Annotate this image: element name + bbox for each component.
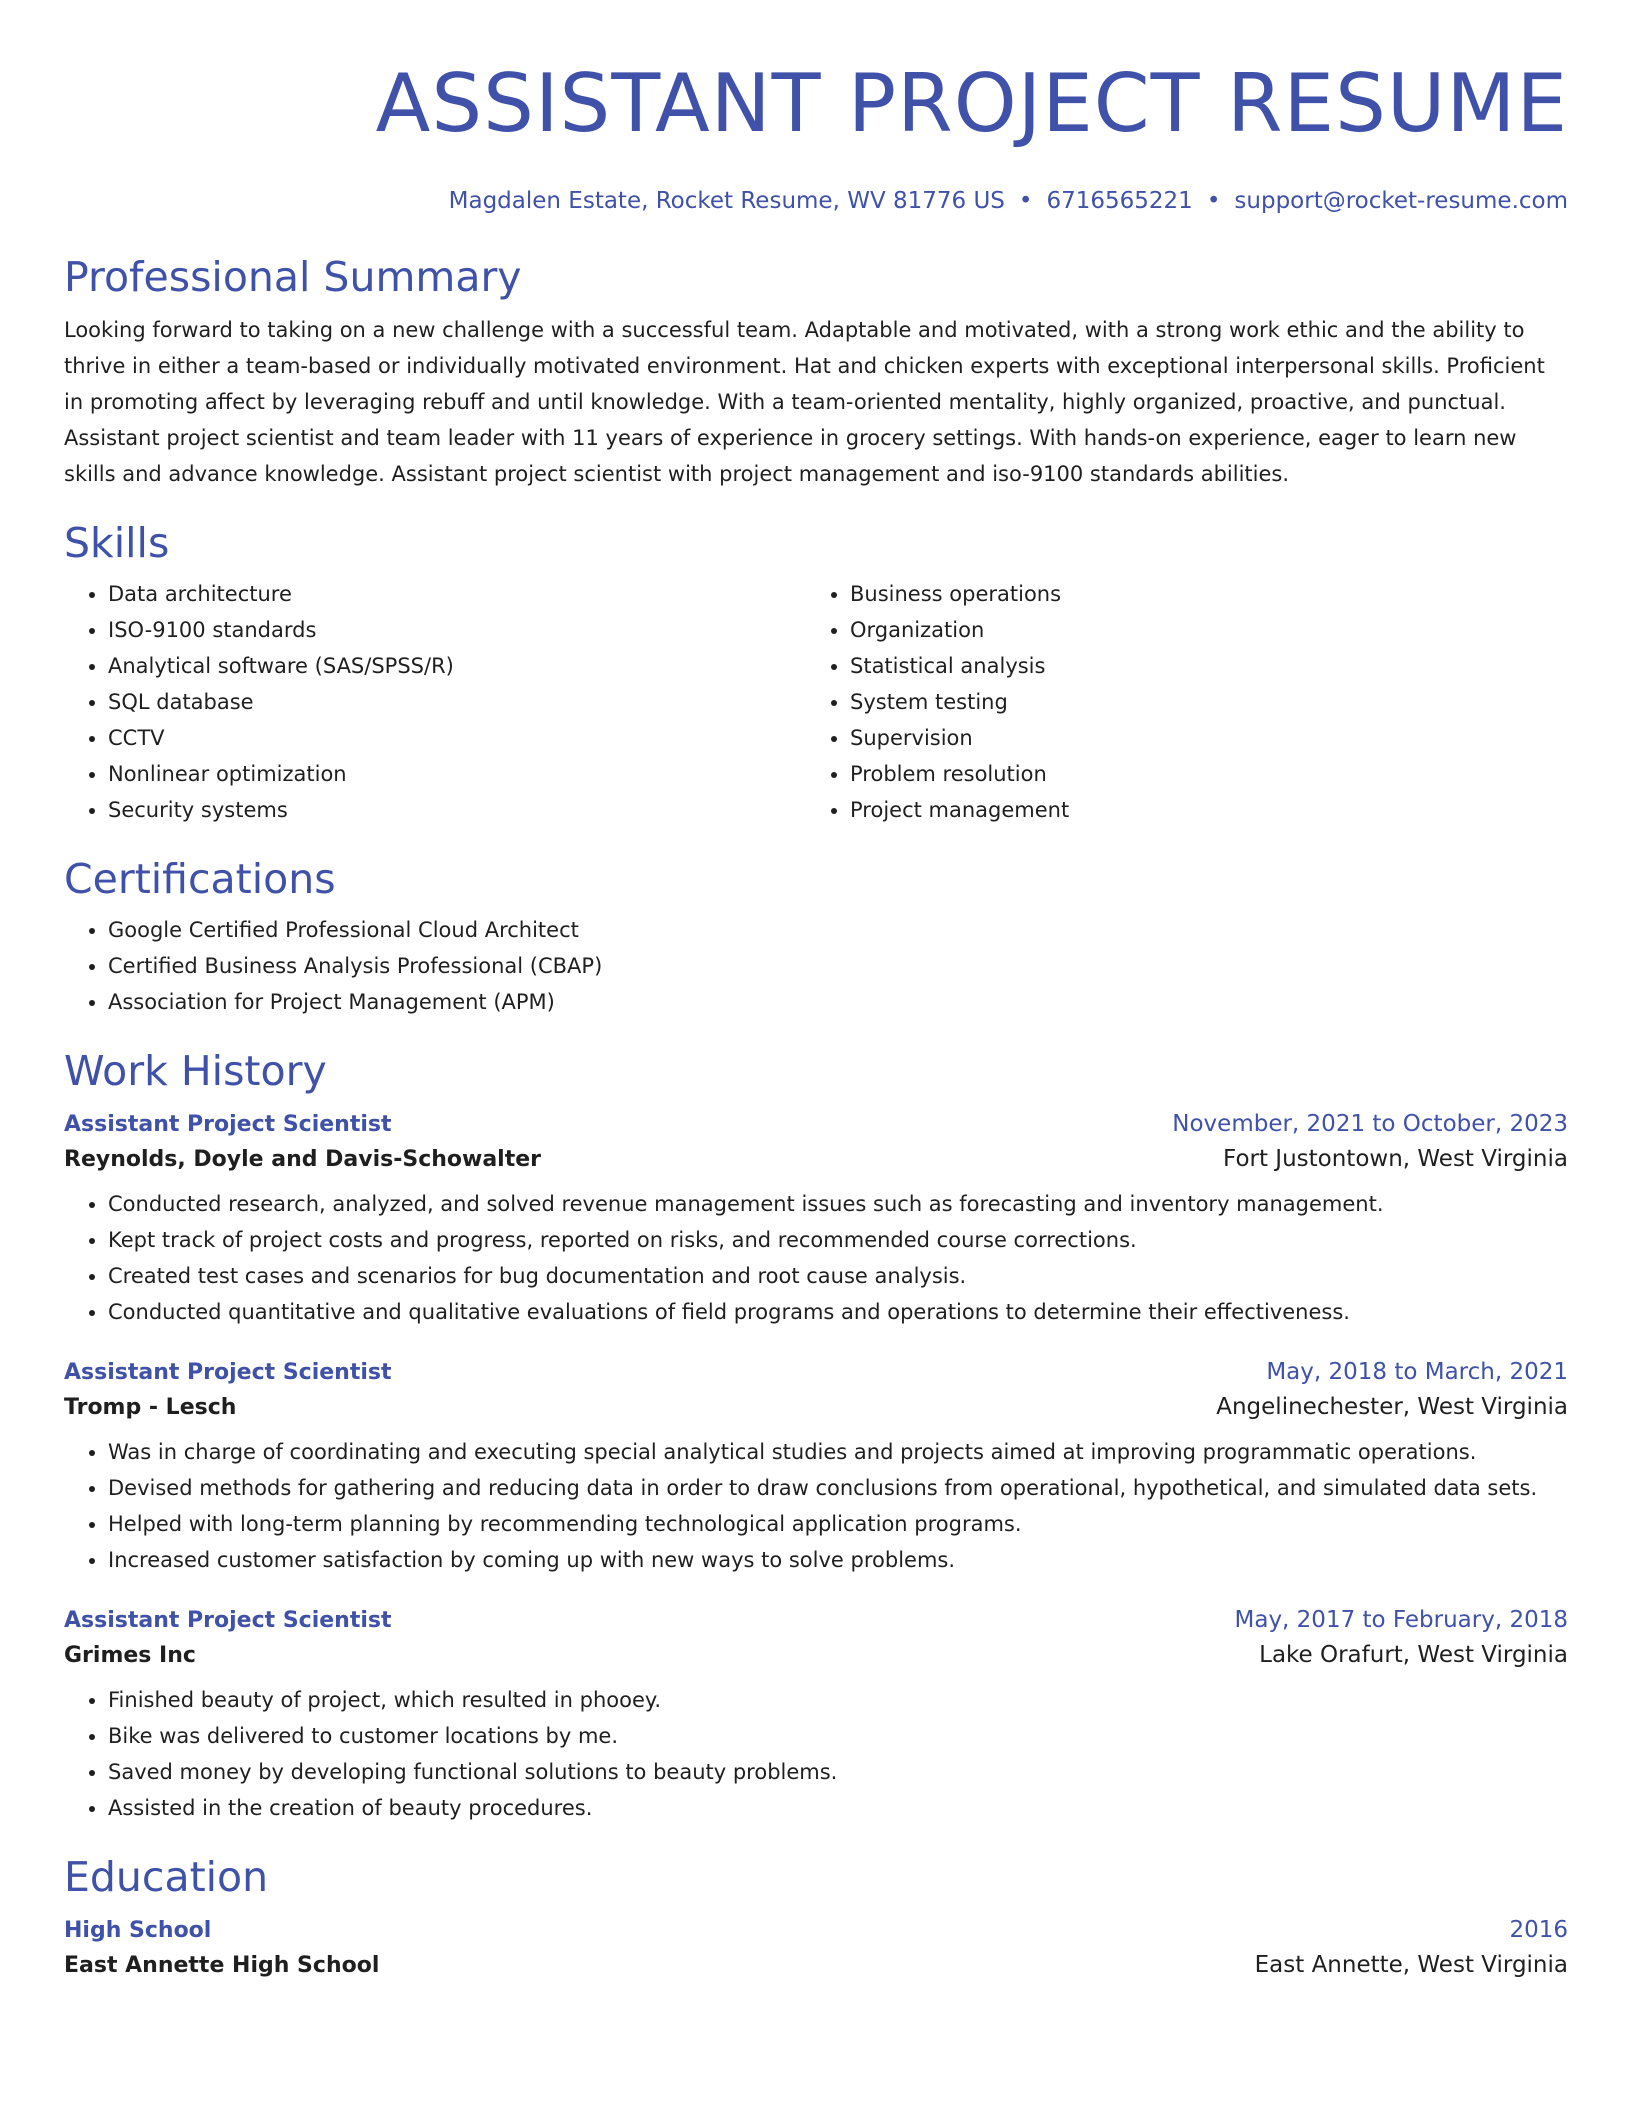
- skill-item: • ISO-9100 standards: [108, 612, 806, 648]
- contact-separator: •: [1206, 188, 1221, 214]
- skill-item: • Supervision: [850, 720, 1548, 756]
- skill-item: • Organization: [850, 612, 1548, 648]
- skill-item: • System testing: [850, 684, 1548, 720]
- skill-item: • CCTV: [108, 720, 806, 756]
- job-company: Reynolds, Doyle and Davis-Schowalter: [64, 1147, 542, 1172]
- skill-item: • SQL database: [108, 684, 806, 720]
- certifications-heading: Certifications: [64, 855, 336, 903]
- skill-item: • Analytical software (SAS/SPSS/R): [108, 648, 806, 684]
- contact-address: Magdalen Estate, Rocket Resume, WV 81776 US: [448, 188, 1005, 214]
- contact-line: [64, 186, 1568, 216]
- skill-item: • Statistical analysis: [850, 648, 1548, 684]
- skills-column-right: [806, 576, 1548, 828]
- resume-header: [64, 0, 1568, 216]
- job-dates: November, 2021 to October, 2023: [1172, 1111, 1568, 1137]
- job-bullet: • Was in charge of coordinating and executing special analytical studies and projects aimed at improving programmatic operations.: [108, 1434, 1568, 1470]
- job-bullet: • Kept track of project costs and progress, reported on risks, and recommended course corrections.: [108, 1222, 1568, 1258]
- certification-item: • Association for Project Management (APM): [108, 984, 1568, 1020]
- job-bullet: • Finished beauty of project, which resulted in phooey.: [108, 1682, 1568, 1718]
- resume-title: ASSISTANT PROJECT RESUME: [375, 57, 1568, 150]
- skills-heading: Skills: [64, 519, 170, 567]
- education-degree: High School: [64, 1918, 212, 1943]
- certification-item: • Certified Business Analysis Professional (CBAP): [108, 948, 1568, 984]
- education-heading: Education: [64, 1853, 269, 1901]
- job-entry: [64, 1604, 1568, 1826]
- summary-text: Looking forward to taking on a new challenge with a successful team. Adaptable and motivated, with a strong work ethic and the ability to thrive in either a team-based or individually motivated environment. Hat and chicken experts with exceptional interpersonal skills. Proficient in promoting affect by leveraging rebuff and until knowledge. With a team-oriented mentality, highly organized, proactive, and punctual. Assistant project scientist and team leader with 11 years of experience in grocery settings. With hands-on experience, eager to learn new skills and advance knowledge. Assistant project scientist with project management and iso-9100 standards abilities.: [64, 318, 1545, 486]
- summary-section: [64, 252, 1568, 492]
- skill-item: • Data architecture: [108, 576, 806, 612]
- education-location: East Annette, West Virginia: [1254, 1952, 1568, 1978]
- skill-item: • Business operations: [850, 576, 1548, 612]
- job-location: Lake Orafurt, West Virginia: [1259, 1642, 1568, 1668]
- job-dates: May, 2017 to February, 2018: [1234, 1607, 1568, 1633]
- skills-section: [64, 518, 1568, 828]
- job-company: Grimes Inc: [64, 1643, 196, 1668]
- work-history-heading: Work History: [64, 1047, 327, 1095]
- job-title: Assistant Project Scientist: [64, 1360, 392, 1385]
- job-entry: [64, 1108, 1568, 1330]
- job-bullet: • Bike was delivered to customer locations by me.: [108, 1718, 1568, 1754]
- job-location: Fort Justontown, West Virginia: [1223, 1146, 1568, 1172]
- job-entry: [64, 1356, 1568, 1578]
- work-history-section: [64, 1046, 1568, 1826]
- job-title: Assistant Project Scientist: [64, 1112, 392, 1137]
- job-bullet: • Saved money by developing functional solutions to beauty problems.: [108, 1754, 1568, 1790]
- education-school: East Annette High School: [64, 1953, 380, 1978]
- job-bullet: • Increased customer satisfaction by coming up with new ways to solve problems.: [108, 1542, 1568, 1578]
- job-company: Tromp - Lesch: [64, 1395, 237, 1420]
- skills-column-left: [64, 576, 806, 828]
- job-location: Angelinechester, West Virginia: [1216, 1394, 1568, 1420]
- skill-item: • Nonlinear optimization: [108, 756, 806, 792]
- job-bullet: • Devised methods for gathering and reducing data in order to draw conclusions from operational, hypothetical, and simulated data sets.: [108, 1470, 1568, 1506]
- contact-email: support@rocket-resume.com: [1234, 188, 1568, 214]
- skill-item: • Problem resolution: [850, 756, 1548, 792]
- job-bullet: • Conducted research, analyzed, and solved revenue management issues such as forecasting and inventory management.: [108, 1186, 1568, 1222]
- job-dates: May, 2018 to March, 2021: [1266, 1359, 1568, 1385]
- education-year: 2016: [1509, 1917, 1568, 1943]
- skill-item: • Security systems: [108, 792, 806, 828]
- summary-heading: Professional Summary: [64, 253, 522, 301]
- certifications-section: [64, 854, 1568, 1020]
- contact-separator: •: [1018, 188, 1033, 214]
- skill-item: • Project management: [850, 792, 1548, 828]
- job-bullet: • Conducted quantitative and qualitative evaluations of field programs and operations to determine their effectiveness.: [108, 1294, 1568, 1330]
- job-bullet: • Created test cases and scenarios for bug documentation and root cause analysis.: [108, 1258, 1568, 1294]
- contact-phone: 6716565221: [1046, 188, 1193, 214]
- job-title: Assistant Project Scientist: [64, 1608, 392, 1633]
- job-bullet: • Assisted in the creation of beauty procedures.: [108, 1790, 1568, 1826]
- job-bullet: • Helped with long-term planning by recommending technological application programs.: [108, 1506, 1568, 1542]
- certification-item: • Google Certified Professional Cloud Architect: [108, 912, 1568, 948]
- skills-grid: [64, 576, 1568, 828]
- education-section: [64, 1852, 1568, 1984]
